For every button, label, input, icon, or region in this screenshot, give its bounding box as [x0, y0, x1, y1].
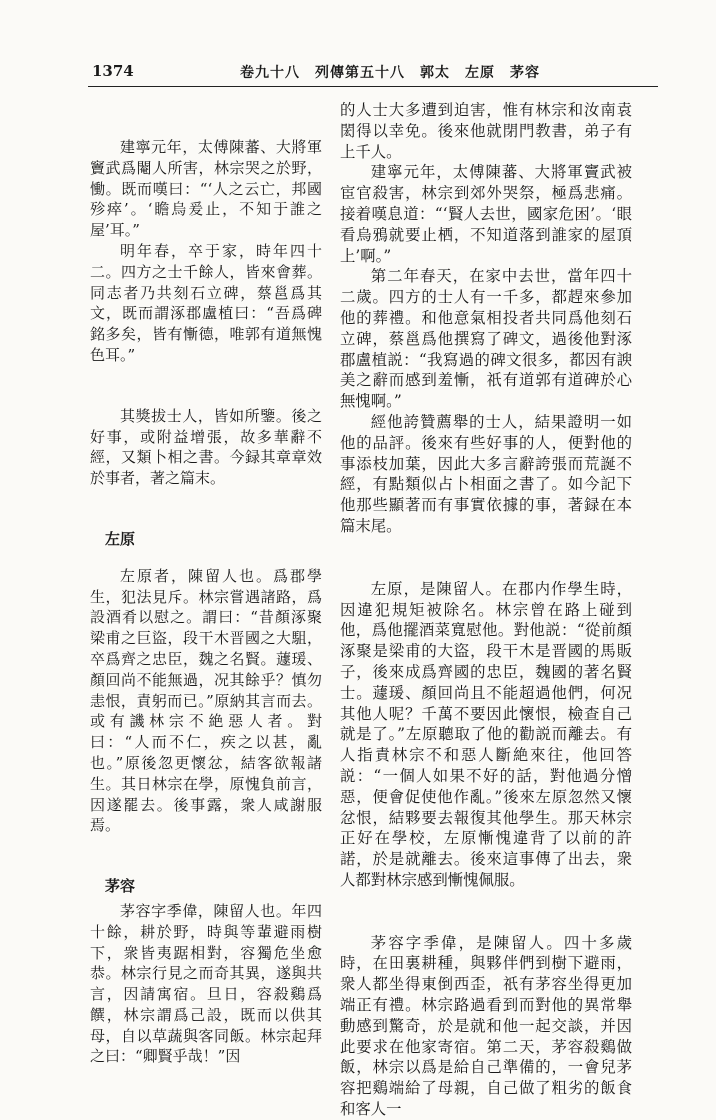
heading-zuoyuan: 左原 [105, 529, 136, 548]
paragraph-zuoyuan-translation: 左原，是陳留人。在郡内作學生時，因違犯規矩被除名。林宗曾在路上碰到他，爲他擺酒菜寬慰他。對他説：“從前顏涿聚是梁甫的大盜，段干木是晋國的馬販子，後來成爲齊國的忠臣，魏國的著名賢士。蘧瑗、顏回尚且不能超過他們，何况其他人呢？千萬不要因此懷恨，檢查自己就是了。”左原聽取了他的勸説而離去。有人指責林宗不和惡人斷絶來往，他回答説：“一個人如果不好的話，對他過分憎惡，便會促使他作亂。”後來左原忽然又懷忿恨，結夥要去報復其他學生。那天林宗正好在學校，左原慚愧違背了以前的許諾，於是就離去。後來這事傳了出去，衆人都對林宗感到慚愧佩服。 [340, 579, 632, 889]
page-number: 1374 [92, 62, 134, 80]
paragraph-jianning: 建寧元年，太傅陳蕃、大將軍竇武爲閹人所害，林宗哭之於野，慟。既而嘆曰：“‘人之云亡，邦國殄瘁’。‘瞻烏爰止，不知于誰之屋’耳。” [90, 138, 322, 240]
heading-maorong: 茅容 [105, 877, 136, 896]
paragraph-mingnian: 明年春，卒于家，時年四十二。四方之士千餘人，皆來會葬。同志者乃共刻石立碑，蔡邕爲其文，既而謂涿郡盧植曰：“吾爲碑銘多矣，皆有慚德，唯郭有道無愧色耳。” [90, 241, 322, 364]
paragraph-jiangba: 其獎拔士人，皆如所鑒。後之好事，或附益增張，故多華辭不經，又類卜相之書。今録其章章效於事者，著之篇末。 [90, 406, 322, 488]
paragraph-zuoyuan: 左原者，陳留人也。爲郡學生，犯法見斥。林宗嘗遇諸路，爲設酒肴以慰之。謂曰：“昔顏涿聚梁甫之巨盜，段干木晋國之大駔，卒爲齊之忠臣，魏之名賢。蘧瑗、顏回尚不能無過，况其餘乎？慎勿恚恨，責躬而已。”原納其言而去。或有譏林宗不絶惡人者。對曰：“人而不仁，疾之以甚，亂也。”原後忽更懷忿，結客欲報諸生。其日林宗在學，原愧負前言，因遂罷去。後事露，衆人咸謝服焉。 [90, 566, 322, 835]
paragraph-maorong-translation: 茅容字季偉，是陳留人。四十多歲時，在田裏耕種，與夥伴們到樹下避雨，衆人都坐得東倒西歪，祇有茅容坐得更加端正有禮。林宗路過看到而對他的異常舉動感到驚奇，於是就和他一起交談，并因此要求在他家寄宿。第二天，茅容殺鷄做飯，林宗以爲是給自己準備的，一會兒茅容把鷄端給了母親，自己做了粗劣的飯食和客人一 [340, 933, 632, 1119]
left-column-classical [90, 100, 322, 1067]
header-rule [88, 86, 658, 87]
running-head: 卷九十八 列傳第五十八 郭太 左原 茅容 [240, 65, 540, 81]
page-header [92, 60, 658, 84]
paragraph-jiangba-translation: 經他誇贊薦舉的士人，結果證明一如他的品評。後來有些好事的人，便對他的事添枝加葉，因此大多言辭誇張而荒誕不經，有點類似占卜相面之書了。如今記下他那些顯著而有事實依據的事，著録在本篇末尾。 [340, 412, 632, 535]
paragraph-mingnian-translation: 第二年春天，在家中去世，當年四十二歲。四方的士人有一千多，都趕來參加他的葬禮。和他意氣相投者共同爲他刻石立碑，蔡邕爲他撰寫了碑文，過後他對涿郡盧植説：“我寫過的碑文很多，都因有諛美之辭而感到羞慚，祇有道郭有道碑於心無愧啊。” [340, 267, 632, 411]
paragraph-jianning-translation: 建寧元年，太傅陳蕃、大將軍竇武被宦官殺害，林宗到郊外哭祭，極爲悲痛。接着嘆息道：“‘賢人去世，國家危困’。‘眼看烏鴉就要止栖，不知道落到誰家的屋頂上’啊。” [340, 163, 632, 265]
paragraph-maorong: 茅容字季偉，陳留人也。年四十餘，耕於野，時與等輩避雨樹下，衆皆夷踞相對，容獨危坐愈恭。林宗行見之而奇其異，遂與共言，因請寓宿。旦日，容殺鷄爲饌，林宗謂爲己設，既而以供其母，自以草蔬與客同飯。林宗起拜之曰：“卿賢乎哉！”因 [90, 901, 322, 1066]
right-column-translation [340, 100, 632, 1120]
paragraph-continued: 的人士大多遭到迫害，惟有林宗和汝南袁閎得以幸免。後來他就閉門教書，弟子有上千人。 [340, 101, 632, 161]
